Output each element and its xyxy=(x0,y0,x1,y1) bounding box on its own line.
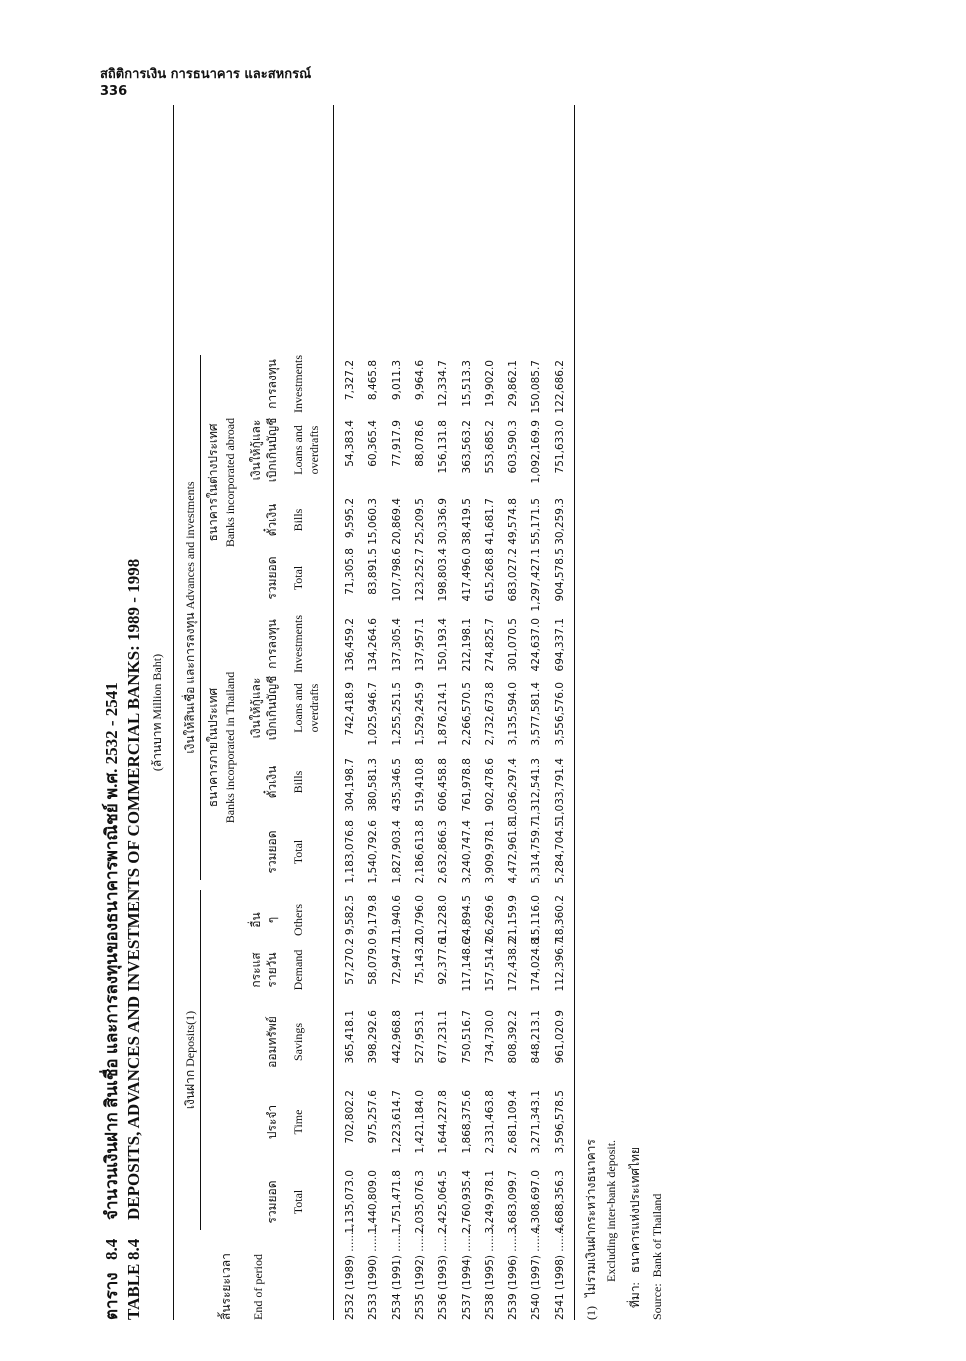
row-period: 2540 (1997) ........ xyxy=(530,1224,543,1320)
table-row xyxy=(503,105,527,1320)
table-row xyxy=(410,105,434,1320)
cell-value: 157,514.7 xyxy=(483,938,496,992)
cell-value: 1,297,427.1 xyxy=(530,548,543,612)
source-text-th: ธนาคารแห่งประเทศไทย xyxy=(628,1147,642,1274)
cell-value: 1,025,946.7 xyxy=(367,682,380,746)
cell-value: 3,683,099.7 xyxy=(507,1170,520,1234)
cell-value: 11,940.6 xyxy=(390,895,403,942)
title-label-th: ตาราง xyxy=(102,1272,121,1320)
cell-value: 677,231.1 xyxy=(437,1010,450,1064)
cell-value: 3,135,594.0 xyxy=(507,682,520,746)
table-title-thai xyxy=(98,682,125,1320)
cell-value: 7,327.2 xyxy=(344,360,356,401)
cell-value: 1,092,169.9 xyxy=(530,420,543,484)
col-header-en-5: Total xyxy=(291,839,305,865)
col-header-th-4: อื่น ๆ xyxy=(249,912,279,928)
cell-value: 3,249,978.1 xyxy=(483,1170,496,1234)
col-header-th-6: ตั๋วเงิน xyxy=(265,765,279,799)
cell-value: 751,633.0 xyxy=(553,420,566,474)
cell-value: 15,060.3 xyxy=(367,498,380,545)
cell-value: 15,513.3 xyxy=(460,360,473,407)
bottom-rule xyxy=(574,105,575,1320)
table-row xyxy=(550,105,574,1320)
col-header-en-1: Time xyxy=(291,1109,305,1135)
col-header-en-2: Savings xyxy=(291,1023,305,1062)
source-text-en: Bank of Thailand xyxy=(650,1193,664,1278)
row-period: 2538 (1995) ........ xyxy=(483,1224,496,1320)
title-number-th: 8.4 xyxy=(102,1238,121,1260)
cell-value: 398,292.6 xyxy=(367,1010,380,1064)
row-period: 2536 (1993) ........ xyxy=(437,1224,450,1320)
col-header-th-3: กระแส รายวัน xyxy=(249,952,279,988)
page-number: 336 xyxy=(100,84,128,99)
cell-value: 92,377.6 xyxy=(437,938,450,985)
cell-value: 30,336.9 xyxy=(437,498,450,545)
col-header-th-2: ออมทรัพย์ xyxy=(265,1016,279,1068)
cell-value: 9,011.3 xyxy=(390,360,403,401)
col-header-th-10: ตั๋วเงิน xyxy=(265,503,279,537)
rotated-table-page xyxy=(90,105,705,1320)
cell-value: 24,894.5 xyxy=(460,895,473,942)
col-header-th-9: รวมยอด xyxy=(265,556,279,600)
cell-value: 694,337.1 xyxy=(553,618,566,672)
cell-value: 134,264.6 xyxy=(367,618,380,672)
page-header xyxy=(100,66,311,100)
cell-value: 2,760,935.4 xyxy=(460,1170,473,1234)
cell-value: 2,732,673.8 xyxy=(483,682,496,746)
cell-value: 606,458.8 xyxy=(437,758,450,812)
cell-value: 71,305.8 xyxy=(344,548,356,595)
cell-value: 174,024.8 xyxy=(530,938,543,992)
cell-value: 904,578.5 xyxy=(553,548,566,602)
col-header-th-0: รวมยอด xyxy=(265,1180,279,1224)
header-deposits: เงินฝาก Deposits(1) xyxy=(183,1010,197,1110)
cell-value: 122,686.2 xyxy=(553,360,566,414)
cell-value: 11,228.0 xyxy=(437,895,450,942)
cell-value: 2,035,076.3 xyxy=(413,1170,426,1234)
row-period: 2534 (1991) ........ xyxy=(390,1224,403,1320)
cell-value: 150,085.7 xyxy=(530,360,543,414)
cell-value: 49,574.8 xyxy=(507,498,520,545)
row-period: 2533 (1990) ........ xyxy=(367,1224,380,1320)
cell-value: 961,020.9 xyxy=(553,1010,566,1064)
cell-value: 21,159.9 xyxy=(507,895,520,942)
col-header-en-4: Others xyxy=(291,904,305,936)
table-row xyxy=(457,105,481,1320)
cell-value: 1,868,375.6 xyxy=(460,1090,473,1154)
cell-value: 25,209.5 xyxy=(413,498,426,545)
cell-value: 4,472,961.8 xyxy=(507,820,520,884)
cell-value: 60,365.4 xyxy=(367,420,380,467)
cell-value: 41,681.7 xyxy=(483,498,496,545)
cell-value: 435,346.5 xyxy=(390,758,403,812)
cell-value: 1,255,251.5 xyxy=(390,682,403,746)
table-row xyxy=(363,105,387,1320)
row-period: 2539 (1996) ........ xyxy=(507,1224,520,1320)
row-period: 2537 (1994) ........ xyxy=(460,1224,473,1320)
cell-value: 304,198.7 xyxy=(344,758,356,812)
cell-value: 55,171.5 xyxy=(530,498,543,545)
cell-value: 72,947.7 xyxy=(390,938,403,985)
cell-value: 156,131.8 xyxy=(437,420,450,474)
cell-value: 417,496.0 xyxy=(460,548,473,602)
footnote-text-th: ไม่รวมเงินฝากระหว่างธนาคาร xyxy=(584,1139,598,1297)
cell-value: 3,596,578.5 xyxy=(553,1090,566,1154)
header-period-en: End of period xyxy=(251,1254,265,1320)
cell-value: 742,418.9 xyxy=(344,682,356,736)
cell-value: 1,540,792.6 xyxy=(367,820,380,884)
cell-value: 4,688,356.3 xyxy=(553,1170,566,1234)
cell-value: 1,827,903.4 xyxy=(390,820,403,884)
cell-value: 683,027.2 xyxy=(507,548,520,602)
col-header-en-9: Total xyxy=(291,565,305,591)
table-title-english xyxy=(124,559,144,1320)
header-foreign-banks: ธนาคารในต่างประเทศ xyxy=(206,423,220,542)
cell-value: 5,284,704.5 xyxy=(553,820,566,884)
cell-value: 3,271,343.1 xyxy=(530,1090,543,1154)
cell-value: 274,825.7 xyxy=(483,618,496,672)
table-row xyxy=(433,105,457,1320)
cell-value: 112,396.7 xyxy=(553,938,566,992)
header-period-th: สิ้นระยะเวลา xyxy=(219,1253,233,1320)
cell-value: 57,270.2 xyxy=(344,938,356,985)
col-header-en-12: Investments xyxy=(291,355,305,413)
cell-value: 136,459.2 xyxy=(344,618,356,672)
cell-value: 365,418.1 xyxy=(344,1010,356,1064)
table-row xyxy=(387,105,411,1320)
cell-value: 9,179.8 xyxy=(367,895,380,936)
header-thai-banks: ธนาคารภายในประเทศ xyxy=(206,687,220,808)
cell-value: 301,070.5 xyxy=(507,618,520,672)
table-row xyxy=(480,105,504,1320)
cell-value: 1,312,541.3 xyxy=(530,758,543,822)
cell-value: 117,148.6 xyxy=(460,938,473,992)
cell-value: 19,902.0 xyxy=(483,360,496,407)
cell-value: 10,796.0 xyxy=(413,895,426,942)
cell-value: 2,425,064.5 xyxy=(437,1170,450,1234)
source-label-en: Source: xyxy=(650,1283,664,1320)
cell-value: 1,876,214.1 xyxy=(437,682,450,746)
title-label-en: TABLE xyxy=(124,1263,143,1320)
table-row xyxy=(340,105,364,1320)
cell-value: 137,957.1 xyxy=(413,618,426,672)
cell-value: 848,213.1 xyxy=(530,1010,543,1064)
row-period: 2532 (1989) ........ xyxy=(344,1224,356,1320)
title-text-en: DEPOSITS, ADVANCES AND INVESTMENTS OF COMMERCIAL BANKS: 1989 - 1998 xyxy=(124,558,143,1220)
cell-value: 750,516.7 xyxy=(460,1010,473,1064)
col-header-th-1: ประจำ xyxy=(265,1104,279,1140)
header-foreign-banks-en: Banks incorporated abroad xyxy=(223,417,237,548)
cell-value: 29,862.1 xyxy=(507,360,520,407)
cell-value: 12,334.7 xyxy=(437,360,450,407)
cell-value: 3,240,747.4 xyxy=(460,820,473,884)
cell-value: 198,803.4 xyxy=(437,548,450,602)
top-rule xyxy=(173,105,174,1320)
cell-value: 734,730.0 xyxy=(483,1010,496,1064)
cell-value: 3,556,576.0 xyxy=(553,682,566,746)
cell-value: 9,582.5 xyxy=(344,895,356,936)
cell-value: 54,383.4 xyxy=(344,420,356,467)
cell-value: 26,269.6 xyxy=(483,895,496,942)
cell-value: 553,685.2 xyxy=(483,420,496,474)
header-thai-banks-en: Banks incorporated in Thailand xyxy=(223,671,237,824)
cell-value: 702,802.2 xyxy=(344,1090,356,1144)
cell-value: 8,465.8 xyxy=(367,360,380,401)
cell-value: 527,953.1 xyxy=(413,1010,426,1064)
cell-value: 9,964.6 xyxy=(413,360,426,401)
col-header-th-5: รวมยอด xyxy=(265,830,279,874)
col-header-th-11: เงินให้กู้และ เบิกเกินบัญชี xyxy=(249,417,279,483)
footnote-1-th xyxy=(582,1139,600,1320)
cell-value: 2,632,866.3 xyxy=(437,820,450,884)
cell-value: 1,036,297.4 xyxy=(507,758,520,822)
unit-note: (ล้านบาท Million Baht) xyxy=(150,653,164,772)
cell-value: 172,438.2 xyxy=(507,938,520,992)
row-period: 2535 (1992) ........ xyxy=(413,1224,426,1320)
cell-value: 212,198.1 xyxy=(460,618,473,672)
cell-value: 519,410.8 xyxy=(413,758,426,812)
col-header-th-12: การลงทุน xyxy=(265,359,279,409)
cell-value: 2,681,109.4 xyxy=(507,1090,520,1154)
cell-value: 902,478.6 xyxy=(483,758,496,812)
source-th xyxy=(626,1147,644,1308)
cell-value: 380,581.3 xyxy=(367,758,380,812)
cell-value: 363,563.2 xyxy=(460,420,473,474)
col-header-en-6: Bills xyxy=(291,770,305,794)
cell-value: 77,917.9 xyxy=(390,420,403,467)
page-header-title: สถิติการเงิน การธนาคาร และสหกรณ์ xyxy=(100,67,312,82)
header-bottom-rule xyxy=(333,105,334,1320)
cell-value: 20,869.4 xyxy=(390,498,403,545)
cell-value: 603,590.3 xyxy=(507,420,520,474)
cell-value: 1,529,245.9 xyxy=(413,682,426,746)
col-header-en-3: Demand xyxy=(291,949,305,991)
cell-value: 424,637.0 xyxy=(530,618,543,672)
cell-value: 2,186,613.8 xyxy=(413,820,426,884)
cell-value: 58,079.0 xyxy=(367,938,380,985)
col-header-en-0: Total xyxy=(291,1189,305,1215)
cell-value: 83,891.5 xyxy=(367,548,380,595)
source-label-th: ที่มา: xyxy=(628,1282,642,1308)
cell-value: 2,266,570.5 xyxy=(460,682,473,746)
table-row xyxy=(526,105,550,1320)
source-en xyxy=(648,1194,666,1320)
title-number-en: 8.4 xyxy=(124,1238,143,1260)
cell-value: 975,257.6 xyxy=(367,1090,380,1144)
col-header-th-7: เงินให้กู้และ เบิกเกินบัญชี xyxy=(249,675,279,741)
cell-value: 137,305.4 xyxy=(390,618,403,672)
cell-value: 30,259.3 xyxy=(553,498,566,545)
cell-value: 1,033,791.4 xyxy=(553,758,566,822)
header-advances: เงินให้สินเชื่อ และการลงทุน Advances and investments xyxy=(183,481,197,754)
deposits-span-rule xyxy=(200,890,201,1230)
row-period: 2541 (1998) ........ xyxy=(553,1224,566,1320)
cell-value: 1,751,471.8 xyxy=(390,1170,403,1234)
col-header-en-10: Bills xyxy=(291,508,305,532)
cell-value: 4,308,697.0 xyxy=(530,1170,543,1234)
footnote-marker: (1) xyxy=(584,1306,598,1320)
col-header-en-11: Loans and overdrafts xyxy=(291,425,321,475)
col-header-en-7: Loans and overdrafts xyxy=(291,683,321,733)
cell-value: 88,078.6 xyxy=(413,420,426,467)
cell-value: 5,314,759.7 xyxy=(530,820,543,884)
cell-value: 1,223,614.7 xyxy=(390,1090,403,1154)
advances-span-rule xyxy=(200,355,201,880)
cell-value: 808,392.2 xyxy=(507,1010,520,1064)
title-text-th: จำนวนเงินฝาก สินเชื่อ และการลงทุนของธนาคารพาณิชย์ พ.ศ. 2532 - 2541 xyxy=(102,682,121,1220)
col-header-th-8: การลงทุน xyxy=(265,619,279,669)
cell-value: 1,440,809.0 xyxy=(367,1170,380,1234)
cell-value: 1,644,227.8 xyxy=(437,1090,450,1154)
cell-value: 442,968.8 xyxy=(390,1010,403,1064)
cell-value: 18,360.2 xyxy=(553,895,566,942)
cell-value: 123,252.7 xyxy=(413,548,426,602)
cell-value: 2,331,463.8 xyxy=(483,1090,496,1154)
cell-value: 150,193.4 xyxy=(437,618,450,672)
cell-value: 615,268.8 xyxy=(483,548,496,602)
cell-value: 1,135,073.0 xyxy=(344,1170,356,1234)
col-header-en-8: Investments xyxy=(291,615,305,673)
cell-value: 107,798.6 xyxy=(390,548,403,602)
cell-value: 1,421,184.0 xyxy=(413,1090,426,1154)
cell-value: 1,183,076.8 xyxy=(344,820,356,884)
cell-value: 75,143.2 xyxy=(413,938,426,985)
cell-value: 15,116.0 xyxy=(530,895,543,942)
cell-value: 9,595.2 xyxy=(344,498,356,539)
cell-value: 3,909,978.1 xyxy=(483,820,496,884)
cell-value: 38,419.5 xyxy=(460,498,473,545)
cell-value: 761,978.8 xyxy=(460,758,473,812)
cell-value: 3,577,581.4 xyxy=(530,682,543,746)
footnote-1-en: Excluding inter-bank deposit. xyxy=(604,1139,618,1282)
